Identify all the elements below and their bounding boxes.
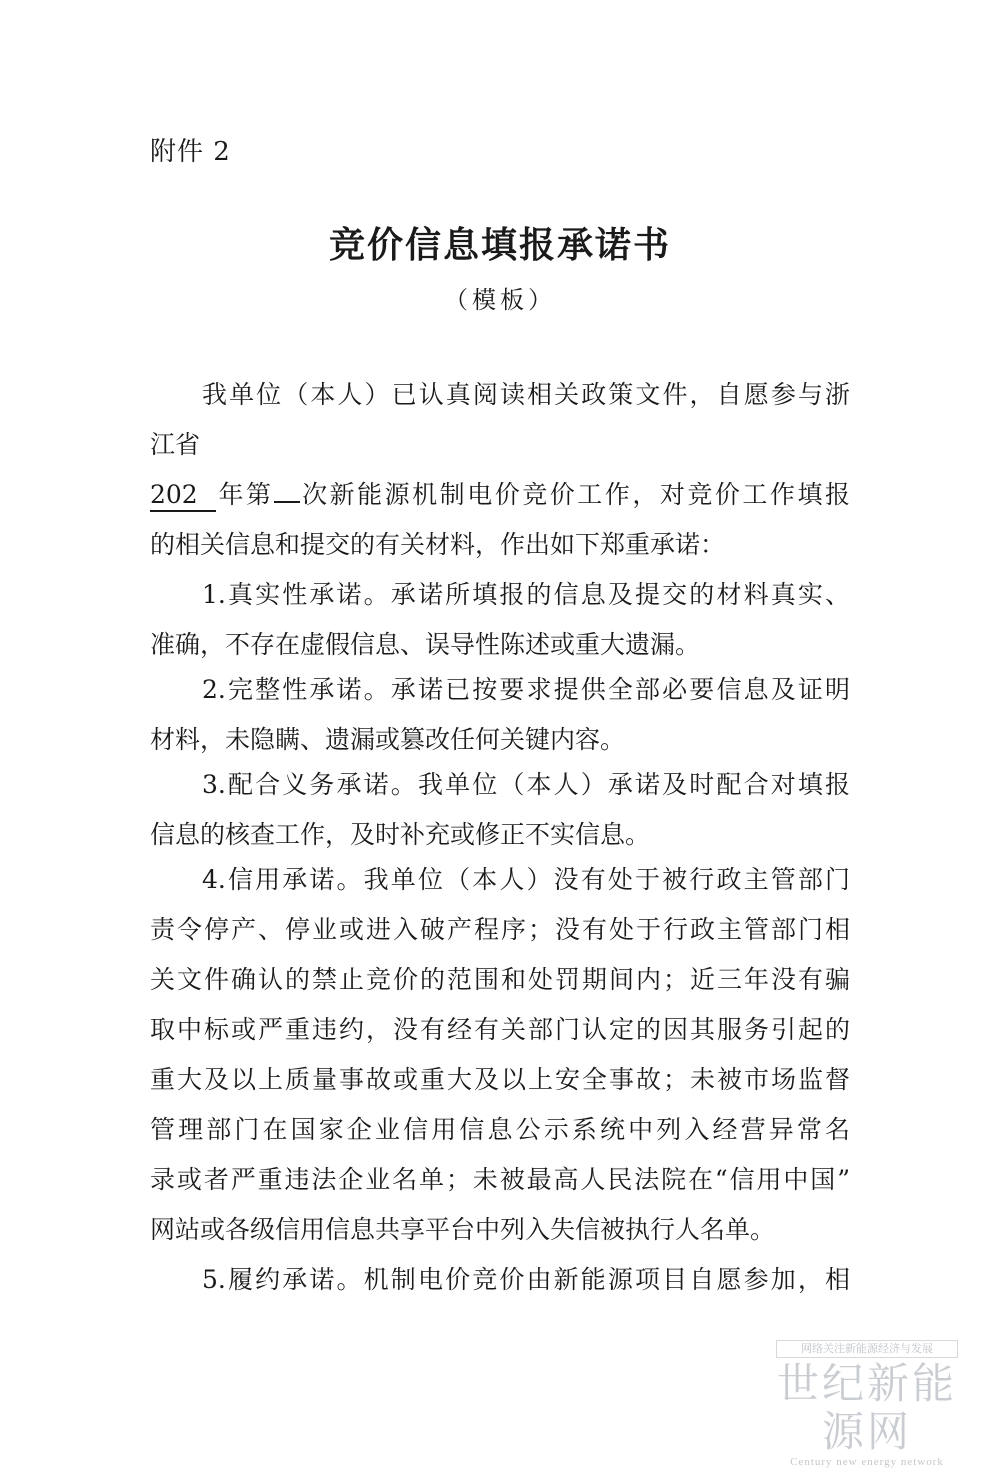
commitment-1-line-1: 1.真实性承诺。承诺所填报的信息及提交的材料真实、 <box>202 580 850 609</box>
year-text: 年第 <box>216 480 274 509</box>
year-blank: 202 <box>150 480 216 512</box>
commitment-4-line-4: 取中标或严重违约，没有经有关部门认定的因其服务引起的 <box>150 1015 850 1044</box>
commitment-4-line-7: 录或者严重违法企业名单；未被最高人民法院在“信用中国” <box>150 1165 850 1194</box>
document-subtitle: （模板） <box>444 286 556 314</box>
commitment-4-line-1: 4.信用承诺。我单位（本人）没有处于被行政主管部门 <box>202 865 850 894</box>
intro-line-3 <box>150 477 850 513</box>
watermark-name: 世纪新能源网 <box>776 1359 957 1456</box>
commitment-5-line-1: 5.履约承诺。机制电价竞价由新能源项目自愿参加，相 <box>202 1265 850 1294</box>
commitment-1-line-2: 准确，不存在虚假信息、误导性陈述或重大遗漏。 <box>150 630 701 659</box>
commitment-4-line-6: 管理部门在国家企业信用信息公示系统中列入经营异常名 <box>150 1115 850 1144</box>
commitment-4-line-3: 关文件确认的禁止竞价的范围和处罚期间内；近三年没有骗 <box>150 965 850 994</box>
round-text: 次新能源机制电价竞价工作，对竞价工作填报 <box>299 480 850 509</box>
watermark-english: Century new energy network <box>790 1456 944 1468</box>
commitment-4-line-2: 责令停产、停业或进入破产程序；没有处于行政主管部门相 <box>150 915 850 944</box>
attachment-label: 附件 2 <box>150 137 231 167</box>
commitment-4-line-8: 网站或各级信用信息共享平台中列入失信被执行人名单。 <box>150 1215 776 1244</box>
intro-line-4: 的相关信息和提交的有关材料，作出如下郑重承诺： <box>150 530 726 559</box>
watermark-logo <box>762 1340 972 1468</box>
round-blank <box>274 501 300 503</box>
commitment-3-line-1: 3.配合义务承诺。我单位（本人）承诺及时配合对填报 <box>202 770 850 799</box>
watermark-tagline: 网络关注新能源经济与发展 <box>776 1340 958 1358</box>
commitment-2-line-1: 2.完整性承诺。承诺已按要求提供全部必要信息及证明 <box>202 675 850 704</box>
intro-line-1: 我单位（本人）已认真阅读相关政策文件，自愿参与浙 <box>202 380 850 409</box>
commitment-2-line-2: 材料，未隐瞒、遗漏或篡改任何关键内容。 <box>150 725 626 754</box>
commitment-4-line-5: 重大及以上质量事故或重大及以上安全事故；未被市场监督 <box>150 1065 850 1094</box>
commitment-3-line-2: 信息的核查工作，及时补充或修正不实信息。 <box>150 820 651 849</box>
document-title: 竞价信息填报承诺书 <box>328 225 671 266</box>
intro-line-2: 江省 <box>150 430 201 459</box>
